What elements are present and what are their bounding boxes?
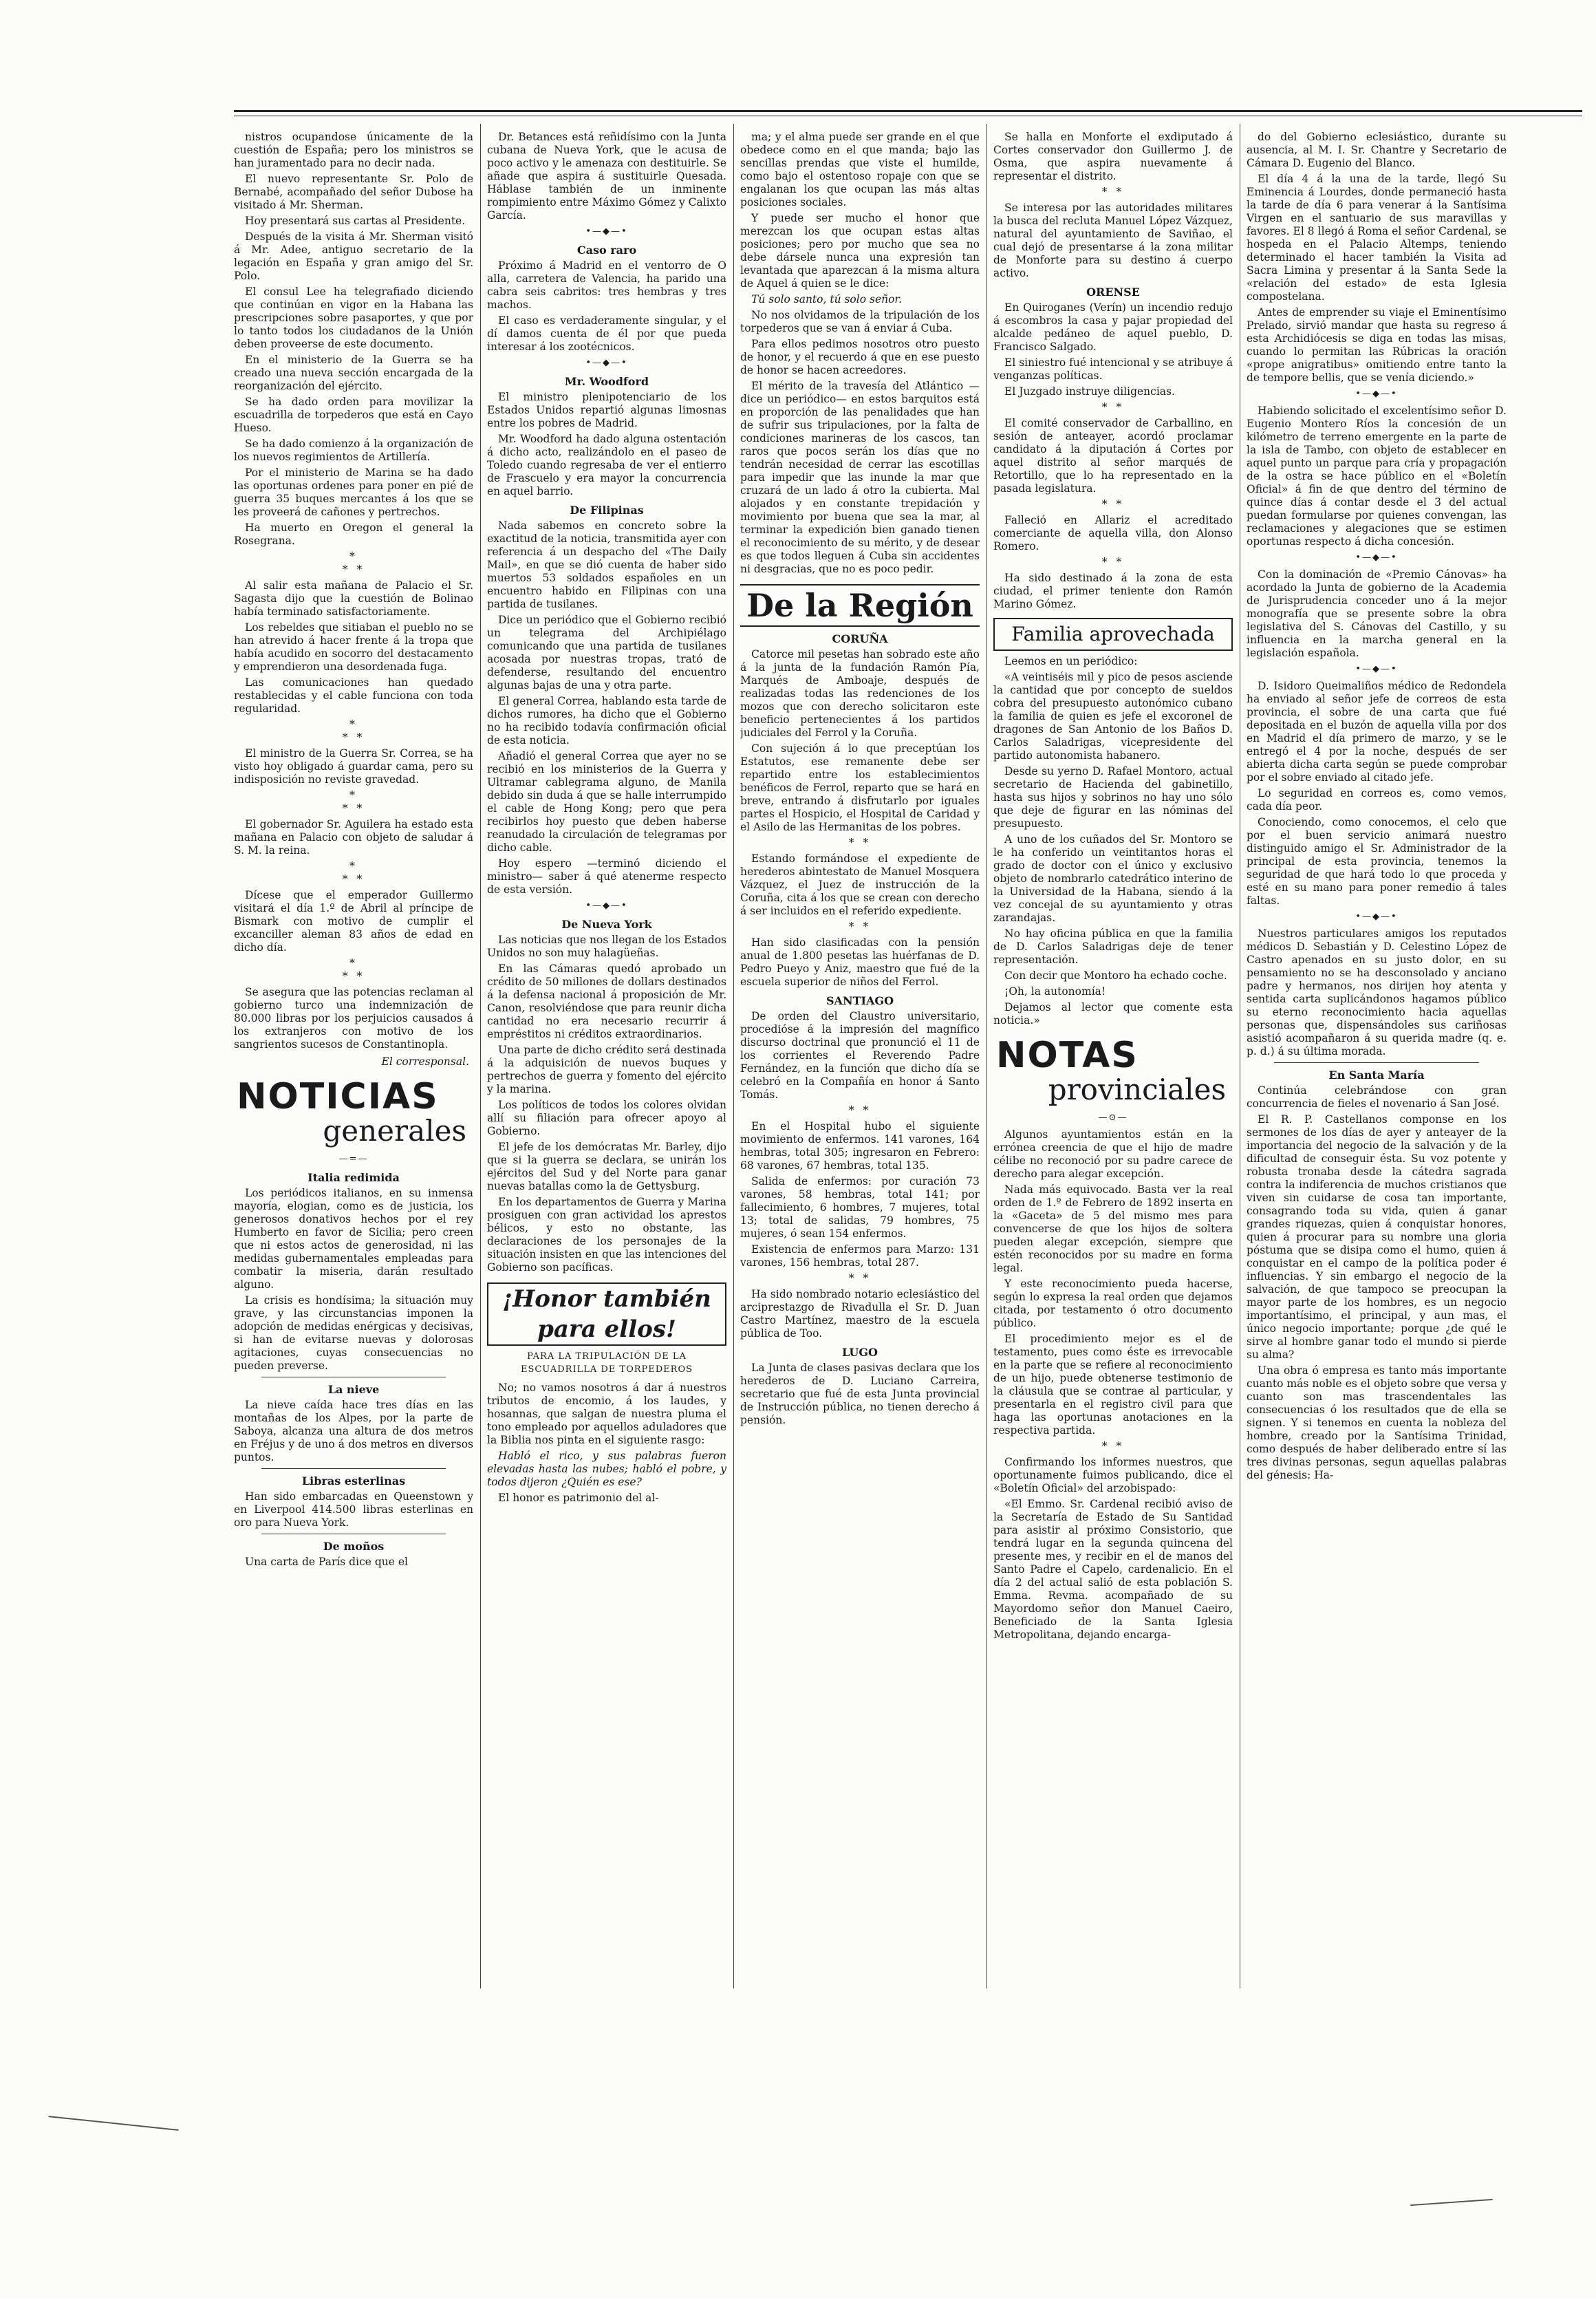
paragraph: «El Emmo. Sr. Cardenal recibió aviso de la Secretaría de Estado de Su Santidad para asistir al próximo Consistorio, que tendrá lugar en la segunda quincena del presente mes, y recibir en el de manos del Santo Padre el Capelo, cardenalicio. En el día 2 del actual salió de esta población S. Emma. Revma. acompañado de su Mayordomo señor don Manuel Caeiro, Beneficiado de la Santa Iglesia Metropolitana, dejando encarga- xyxy=(993,1498,1233,1641)
article-heading: De Nueva York xyxy=(561,918,652,931)
paragraph: Dícese que el emperador Guillermo visitará el día 1.º de Abril al príncipe de Bismark con motivo de cumplir el excanciller aleman 83 años de edad en dicho día. xyxy=(234,889,473,954)
paragraph: Para ellos pedimos nosotros otro puesto de honor, y el recuerdo á que en ese puesto de honor se hacen acreedores. xyxy=(740,338,980,376)
paragraph: ¡Oh, la autonomía! xyxy=(1004,985,1106,998)
separator-asterisks: * * xyxy=(1101,556,1125,568)
paragraph: Lo seguridad en correos es, como vemos, cada día peor. xyxy=(1247,787,1507,813)
paragraph: Dr. Betances está reñidísimo con la Junta cubana de Nueva York, que le acusa de poco activo y le amenaza con destituirle. Se añade que aspira á sustituirle Quesada. Háblase también de un inminente rompimiento entre Máximo Gómez y Calixto García. xyxy=(487,131,726,222)
article-heading: De moños xyxy=(323,1540,385,1553)
paragraph: Los rebeldes que sitiaban el pueblo no se han atrevido á hacer frente á la tropa que había acudido en socorro del destacamento y emprendieron una desordenada fuga. xyxy=(234,621,473,673)
paragraph: Los políticos de todos los colores olvidan allí su filiación para ofrecer apoyo al Gobierno. xyxy=(487,1099,726,1137)
paragraph: Se asegura que las potencias reclaman al gobierno turco una indemnización de 80.000 libras por los perjuicios causados á los extranjeros con motivo de los sangrientos sucesos de Constantinopla. xyxy=(234,986,473,1051)
paragraph: El mérito de la travesía del Atlántico —dice un periódico— en estos barquitos está en proporción de las penalidades que han de sufrir sus tripulaciones, por la falta de condiciones marineras de los cascos, tan raros que pocos serán los días que no tendrán necesidad de cerrar las escotillas para impedir que las inunde la mar que cruzará de un lado á otro la cubierta. Mal alojados y en constante trepidación y movimiento por buena que sea la mar, al terminar la expedición bien ganado tienen el reconocimiento de su mérito, y de desear es que todos lleguen á Cuba sin accidentes ni desgracias, que no es poco pedir. xyxy=(740,380,980,575)
ornament: •—◆—• xyxy=(1355,664,1398,674)
paragraph: El gobernador Sr. Aguilera ha estado esta mañana en Palacio con objeto de saludar á S. M. la reina. xyxy=(234,818,473,857)
italic-paragraph: Tú solo santo, tú solo señor. xyxy=(751,293,903,305)
paragraph: Se halla en Monforte el exdiputado á Cortes conservador don Guillermo J. de Osma, que aspira nuevamente á representar el distrito. xyxy=(993,131,1233,182)
paragraph: Salida de enfermos: por curación 73 varones, 58 hembras, total 141; por fallecimiento, 6 hombres, 7 mujeres, total 13; total de salidas, 79 hombres, 75 mujeres, ó sean 154 enfermos. xyxy=(740,1175,980,1240)
article-heading: En Santa María xyxy=(1328,1069,1425,1082)
top-rule xyxy=(234,110,1582,112)
separator-asterisks: * * * xyxy=(342,957,365,982)
paragraph: Se interesa por las autoridades militares la busca del recluta Manuel López Vázquez, natural del ayuntamiento de Saviñao, el cual dejó de presentarse á la zona militar de Monforte para su destino á cuerpo activo. xyxy=(993,202,1233,279)
article-heading: SANTIAGO xyxy=(826,994,894,1007)
separator-asterisks: * * xyxy=(848,921,872,933)
section-subtitle: generales xyxy=(323,1114,466,1148)
separator-asterisks: * * * xyxy=(342,550,365,576)
separator-asterisks: * * xyxy=(1101,498,1125,511)
separator-asterisks: * * xyxy=(848,1272,872,1285)
paragraph: do del Gobierno eclesiástico, durante su ausencia, al M. I. Sr. Chantre y Secretario de Cámara D. Eugenio del Blanco. xyxy=(1247,131,1507,169)
ornament: •—◆—• xyxy=(1355,912,1398,922)
paragraph: Con decir que Montoro ha echado coche. xyxy=(1004,969,1227,982)
paragraph: El comité conservador de Carballino, en sesión de anteayer, acordó proclamar candidato á la diputación á Cortes por aquel distrito al señor marqués de Retortillo, que lo ha representado en la pasada legislatura. xyxy=(993,417,1233,495)
separator-asterisks: * * xyxy=(1101,1440,1125,1452)
article-heading: Libras esterlinas xyxy=(301,1474,406,1488)
paragraph: No nos olvidamos de la tripulación de los torpederos que se van á enviar á Cuba. xyxy=(740,309,980,334)
section-title: Familia aprovechada xyxy=(993,618,1233,651)
paragraph: Confirmando los informes nuestros, que oportunamente fuimos publicando, dice el «Boletín Oficial» del arzobispado: xyxy=(993,1456,1233,1494)
paragraph: Dejamos al lector que comente esta noticia.» xyxy=(993,1001,1233,1027)
paragraph: Algunos ayuntamientos están en la errónea creencia de que el hijo de madre célibe no reconoció por su padre carece de derecho para alegar excepción. xyxy=(993,1128,1233,1180)
paragraph: Una parte de dicho crédito será destinada á la adquisición de nuevos buques y pertrechos de guerra y fomento del ejército y la marina. xyxy=(487,1044,726,1095)
paragraph: Nuestros particulares amigos los reputados médicos D. Sebastián y D. Celestino López de Castro apenados en su justo dolor, en su pensamiento no se ha desconsolado y anciano padre y hermanos, nos dirijen hoy atenta y sentida carta suplicándonos hagamos público su eterno reconocimiento hacia aquellas personas que, dispensándoles sus cariñosas asistió acompañaron á su querida madre (q. e. p. d.) á su última morada. xyxy=(1247,927,1507,1057)
paragraph: Las noticias que nos llegan de los Estados Unidos no son muy halagüeñas. xyxy=(487,934,726,959)
separator-asterisks: * * * xyxy=(342,789,365,815)
paragraph: No; no vamos nosotros á dar á nuestros tributos de encomio, á los laudes, y hosannas, que salgan de nuestra pluma el tono empleado por aquellos aduladores que la Biblia nos pinta en el siguiente rasgo: xyxy=(487,1382,726,1446)
paragraph: Añadió el general Correa que ayer no se recibió en los ministerios de la Guerra y Ultramar cablegrama alguno, de Manila debido sin duda á que se halle interrumpido el cable de Hong Kong; pero que pera recibirlos hoy puesto que deben haberse reanudado la circulación de telegramas por dicho cable. xyxy=(487,750,726,854)
paragraph: Mr. Woodford ha dado alguna ostentación á dicho acto, realizándolo en el paseo de Toledo cuando regresaba de ver el entierro de Frascuelo y era mayor la concurrencia en aquel barrio. xyxy=(487,433,726,497)
paragraph: La crisis es hondísima; la situación muy grave, y las circunstancias imponen la adopción de medidas enérgicas y decisivas, si han de evitarse nuevas y dolorosas agitaciones, cuyas consecuencias no pueden preverse. xyxy=(234,1294,473,1372)
paragraph: Hoy presentará sus cartas al Presidente. xyxy=(245,215,466,227)
ornament: •—◆—• xyxy=(1355,552,1398,563)
paragraph: Antes de emprender su viaje el Eminentísimo Prelado, sirvió mandar que hasta su regreso á esta Archidiócesis se diga en todas las misas, cuando lo permitan las Rúbricas la oración «prope anigratibus» omitiendo entre tanto la de tempore bellis, que se venía diciendo.» xyxy=(1247,306,1507,384)
article-heading: Italia redimida xyxy=(308,1171,400,1184)
paragraph: El general Correa, hablando esta tarde de dichos rumores, ha dicho que el Gobierno no ha recibido todavía confirmación oficial de esta noticia. xyxy=(487,695,726,747)
article-heading: LUGO xyxy=(842,1346,878,1359)
paragraph: Próximo á Madrid en el ventorro de O alla, carretera de Valencia, ha parido una cabra seis cabritos: tres hembras y tres machos. xyxy=(487,259,726,311)
paragraph: Ha sido destinado á la zona de esta ciudad, el primer teniente don Ramón Marino Gómez. xyxy=(993,572,1233,610)
paragraph: nistros ocupandose únicamente de la cuestión de España; pero los ministros se han juramentado para no decir nada. xyxy=(234,131,473,169)
article-heading: La nieve xyxy=(327,1383,380,1396)
paragraph: Continúa celebrándose con gran concurrencia de fieles el novenario á San José. xyxy=(1247,1084,1507,1110)
paragraph: «A veintiséis mil y pico de pesos asciende la cantidad que por concepto de sueldos cobra del presupuesto autonómico cubano la familia de quien es jefe el excoronel de dragones de San Antonio de los Baños D. Carlos Saladrigas, vicepresidente del partido autonomista habanero. xyxy=(993,671,1233,762)
section-subtitle: provinciales xyxy=(1048,1073,1226,1106)
paragraph: Al salir esta mañana de Palacio el Sr. Sagasta dijo que la cuestión de Bolinao había terminado satisfactoriamente. xyxy=(234,579,473,618)
paragraph: Desde su yerno D. Rafael Montoro, actual secretario de Hacienda del gabinetillo, hasta sus hijos y sobrinos no hay uno sólo que deje de figurar en las nóminas del presupuesto. xyxy=(993,765,1233,830)
column-3 xyxy=(740,131,980,1988)
paragraph: Y puede ser mucho el honor que merezcan los que ocupan estas altas posiciones; pero por mucho que sea no debe dársele nunca una expresión tan levantada que aparezcan á la misma altura de Aquel á quien se le dice: xyxy=(740,212,980,290)
paragraph: En Quiroganes (Verín) un incendio redujo á escombros la casa y pajar propiedad del alcalde pedáneo de aquel pueblo, D. Francisco Salgado. xyxy=(993,301,1233,353)
ornament: •—◆—• xyxy=(1355,389,1398,399)
paragraph: Se ha dado comienzo á la organización de los nuevos regimientos de Artillería. xyxy=(234,438,473,463)
paragraph: Se ha dado orden para movilizar la escuadrilla de torpederos que está en Cayo Hueso. xyxy=(234,396,473,434)
paragraph: Los periódicos italianos, en su inmensa mayoría, elogian, como es de justicia, los generosos donativos hechos por el rey Humberto en favor de Sicilia; pero creen que ni estos actos de generosidad, ni las medidas gubernamentales empleadas para combatir la miseria, darán resultado alguno. xyxy=(234,1187,473,1291)
section-title: De la Región xyxy=(740,584,980,627)
column-1 xyxy=(234,131,473,1988)
column-divider xyxy=(733,124,734,1988)
paragraph: El ministro de la Guerra Sr. Correa, se ha visto hoy obligado á guardar cama, pero su indisposición no reviste gravedad. xyxy=(234,747,473,786)
separator-asterisks: * * * xyxy=(342,718,365,744)
separator-asterisks: * * xyxy=(848,1104,872,1117)
paragraph: El nuevo representante Sr. Polo de Bernabé, acompañado del señor Dubose ha visitado á Mr. Sherman. xyxy=(234,173,473,211)
article-heading: Caso raro xyxy=(576,244,637,257)
paragraph: Habiendo solicitado el excelentísimo señor D. Eugenio Montero Ríos la concesión de un kilómetro de terreno emergente en la parte de la isla de Tambo, con objeto de establecer en aquel punto un parque para cría y propagación de la ostra se hace público en el «Boletín Oficial» á fin de que dentro del término de quince días á contar desde el 3 del actual puedan formularse por quienes convengan, las reclamaciones y alegaciones que se estimen oportunas respecto á dicha concesión. xyxy=(1247,405,1507,548)
article-heading: De Filipinas xyxy=(570,504,644,517)
paragraph: Falleció en Allariz el acreditado comerciante de aquella villa, don Alonso Romero. xyxy=(993,514,1233,552)
separator-asterisks: * * xyxy=(848,837,872,849)
paragraph: Dice un periódico que el Gobierno recibió un telegrama del Archipiélago comunicando que una partida de tusilanes acosada por nuestras tropas, trató de defenderse, resultando del encuentro algunas bajas de una y otra parte. xyxy=(487,614,726,691)
paragraph: Leemos en un periódico: xyxy=(1004,655,1138,667)
column-4 xyxy=(993,131,1233,1988)
paragraph: A uno de los cuñados del Sr. Montoro se le ha conferido un veintitantos horas el grado de doctor con el único y exclusivo objeto de nombrarlo catedrático interino de la Universidad de la Habana, siendo á la vez concejal de su ayuntamiento y otras zarandajas. xyxy=(993,833,1233,924)
paragraph: Existencia de enfermos para Marzo: 131 varones, 156 hembras, total 287. xyxy=(740,1243,980,1269)
paragraph: El ministro plenipotenciario de los Estados Unidos repartió algunas limosnas entre los pobres de Madrid. xyxy=(487,391,726,429)
paragraph: Ha sido nombrado notario eclesiástico del arciprestazgo de Rivadulla el Sr. D. Juan Castro Martínez, maestro de la escuela pública de Too. xyxy=(740,1288,980,1340)
paragraph: En las Cámaras quedó aprobado un crédito de 50 millones de dollars destinados á la defensa nacional á proposición de Mr. Canon, resolviéndose que para reunir dicha cantidad no era necesario recurrir á empréstitos ni créditos extraordinarios. xyxy=(487,963,726,1040)
article-heading: Mr. Woodford xyxy=(564,375,649,388)
paragraph: El Juzgado instruye diligencias. xyxy=(1004,385,1175,398)
section-title: ¡Honor también para ellos! xyxy=(487,1282,726,1346)
paragraph: Nada más equivocado. Basta ver la real orden de 1.º de Febrero de 1892 inserta en la «Gaceta» de 5 del mismo mes para convencerse de que los hijos de soltera pueden alegar excepción, siempre que estén reconocidos por su madre en forma legal. xyxy=(993,1183,1233,1274)
paragraph: Nada sabemos en concreto sobre la exactitud de la noticia, transmitida ayer con referencia á un despacho del «The Daily Mail», en que se dió cuenta de haber sido muertos 53 soldados españoles en un encuentro habido en Filipinas con una partida de tusilanes. xyxy=(487,519,726,610)
paragraph: Una obra ó empresa es tanto más importante cuanto más noble es el objeto sobre que versa y cuanto son mas trascendentales las consecuencias ó los resultados que de ella se signen. Y si tenemos en cuenta la nobleza del hombre, creado por la Santísima Trinidad, como después de haber deliberado entre sí las tres divinas personas, segun aquellas palabras del génesis: Ha- xyxy=(1247,1364,1507,1481)
article-heading: CORUÑA xyxy=(832,632,888,645)
margin-mark xyxy=(48,2116,178,2131)
paragraph: ma; y el alma puede ser grande en el que obedece como en el que manda; bajo las sencillas prendas que viste el humilde, como bajo el ostentoso ropaje con que se engalanan los que ocupan las más altas posiciones sociales. xyxy=(740,131,980,208)
paragraph: La Junta de clases pasivas declara que los herederos de D. Luciano Carreira, secretario que fué de esta Junta provincial de Instrucción pública, no tienen derecho á pensión. xyxy=(740,1362,980,1426)
paragraph: En el ministerio de la Guerra se ha creado una nueva sección encargada de la reorganización del ejército. xyxy=(234,354,473,392)
section-title: NOTAS xyxy=(996,1035,1139,1076)
paragraph: El procedimiento mejor es el de testamento, pues como éste es irrevocable en la parte que se refiere al reconocimiento de un hijo, puede obtenerse testimonio de la cláusula que se contrae al particular, y presentarla en el registro civil para que haga las oportunas anotaciones en la respectiva partida. xyxy=(993,1333,1233,1437)
paragraph: Catorce mil pesetas han sobrado este año á la junta de la fundación Ramón Pía, Marqués de Amboaje, después de realizadas todas las redenciones de los mozos que con derecho solicitaron este beneficio pertenecientes á los partidos judiciales del Ferrol y la Coruña. xyxy=(740,648,980,739)
paragraph: En los departamentos de Guerra y Marina prosiguen con gran actividad los aprestos bélicos, y esto no obstante, las declaraciones de los personajes de la situación insisten en que las intenciones del Gobierno son pacíficas. xyxy=(487,1196,726,1274)
paragraph: Las comunicaciones han quedado restablecidas y el cable funciona con toda regularidad. xyxy=(234,676,473,715)
section-subtitle: PARA LA TRIPULACIÓN DE LA ESCUADRILLA DE TORPEDEROS xyxy=(520,1351,693,1375)
italic-paragraph: Habló el rico, y sus palabras fueron elevadas hasta las nubes; habló el pobre, y todos dijeron ¿Quién es ese? xyxy=(487,1450,726,1488)
paragraph: El consul Lee ha telegrafiado diciendo que continúan en vigor en la Habana las prescripciones sobre pasaportes, y que por lo tanto todos los ciudadanos de la Unión deben proveerse de este documento. xyxy=(234,286,473,350)
paragraph: Han sido embarcadas en Queenstown y en Liverpool 414.500 libras esterlinas en oro para Nueva York. xyxy=(234,1490,473,1529)
paragraph: Por el ministerio de Marina se ha dado las oportunas ordenes para poner en pié de guerra 35 buques mercantes á los que se les proveerá de cañones y pertrechos. xyxy=(234,466,473,518)
paragraph: La nieve caída hace tres días en las montañas de los Alpes, por la parte de Saboya, alcanza una altura de dos metros en Fréjus y de uno á dos metros en diversos puntos. xyxy=(234,1399,473,1463)
paragraph: D. Isidoro Queimaliños médico de Redondela ha enviado al señor jefe de correos de esta provincia, el sobre de una carta que fué depositada en el buzón de aquella villa por dos en Madrid el día primero de marzo, y se le entregó el 4 por la noche, después de ser abierta dicha carta según se puede comprobar por el sobre enviado al citado jefe. xyxy=(1247,680,1507,784)
ornament: —=— xyxy=(338,1154,369,1164)
ornament: —⊙— xyxy=(1098,1113,1128,1123)
paragraph: En el Hospital hubo el siguiente movimiento de enfermos. 141 varones, 164 hembras, total 305; ingresaron en Febrero: 68 varones, 67 hembras, total 135. xyxy=(740,1120,980,1172)
separator-asterisks: * * * xyxy=(342,860,365,885)
paragraph: Hoy espero —terminó diciendo el ministro— saber á qué atenerme respecto de esta versión. xyxy=(487,857,726,896)
paragraph: El honor es patrimonio del al- xyxy=(498,1492,659,1504)
signature: El corresponsal. xyxy=(381,1055,469,1068)
paragraph: Ha muerto en Oregon el general la Rosegrana. xyxy=(234,522,473,547)
paragraph: Con la dominación de «Premio Cánovas» ha acordado la Junta de gobierno de la Academia de Jurisprudencia conceder uno á la mejor monografía que se presente sobre la obra legislativa del S. Cánovas del Castillo, y su influencia en la marcha general en la legislación española. xyxy=(1247,568,1507,659)
paragraph: El caso es verdaderamente singular, y el dí damos cuenta de él por que pueda interesar á los zootécnicos. xyxy=(487,314,726,353)
section-title: NOTICIAS xyxy=(237,1076,439,1117)
column-divider xyxy=(480,124,481,1988)
newspaper-page xyxy=(234,96,1582,1988)
paragraph: El siniestro fué intencional y se atribuye á venganzas políticas. xyxy=(993,356,1233,382)
paragraph: Una carta de París dice que el xyxy=(245,1556,408,1568)
ornament: •—◆—• xyxy=(585,226,628,237)
paragraph: Después de la visita á Mr. Sherman visitó á Mr. Adee, antiguo secretario de la legación en España y gran amigo del Sr. Polo. xyxy=(234,230,473,282)
article-heading: ORENSE xyxy=(1086,286,1140,299)
paragraph: Estando formándose el expediente de herederos abintestato de Manuel Mosquera Vázquez, el Juez de instrucción de la Coruña, cita á los que se crean con derecho á ser incluidos en el referido expediente. xyxy=(740,852,980,917)
short-rule xyxy=(261,1468,446,1469)
margin-mark xyxy=(1410,2199,1493,2206)
separator-asterisks: * * xyxy=(1101,186,1125,198)
paragraph: El R. P. Castellanos componse en los sermones de los días de ayer y anteayer de la importancia del negocio de la salvación y de la dificultad de conseguir ésta. Su voz potente y robusta tronaba desde la cátedra sagrada contra la indiferencia de muchos cristianos que viven sin cuidarse de cosa tan importante, consagrando toda su vida, quien á ganar grandes riquezas, quien á conquistar honores, quien á procurar para su nombre una gloria póstuma que se disipa como el humo, quien á conquistar en el campo de la política poder é influencias. Y sin embargo el negocio de la salvación, de que tampoco se preocupan la mayor parte de los hombres, es un negocio importantísimo, el principal, y aun mas, el único negocio importante; porque ¿de qué le sirve al hombre ganar todo el mundo si pierde su alma? xyxy=(1247,1113,1507,1361)
paragraph: Han sido clasificadas con la pensión anual de 1.800 pesetas las huérfanas de D. Pedro Pueyo y Aniz, maestro que fué de la escuela superior de niños del Ferrol. xyxy=(740,936,980,988)
paragraph: De orden del Claustro universitario, procedióse á la impresión del magnífico discurso doctrinal que pronunció el 11 de los corrientes el Reverendo Padre Fernández, en la función que dicho día se celebró en la Compañía en honor á Santo Tomás. xyxy=(740,1010,980,1101)
column-divider xyxy=(986,124,987,1988)
paragraph: Conociendo, como conocemos, el celo que por el buen servicio animará nuestro distinguido amigo el Sr. Administrador de la principal de esta provincia, tenemos la seguridad de que hará todo lo que proceda y esté en su mano para poner remedio á tales faltas. xyxy=(1247,816,1507,907)
paragraph: Y este reconocimiento pueda hacerse, según lo expresa la real orden que dejamos citada, por testamento ó otro documento público. xyxy=(993,1278,1233,1329)
column-5 xyxy=(1247,131,1507,1988)
column-2 xyxy=(487,131,726,1988)
ornament: •—◆—• xyxy=(585,358,628,368)
paragraph: No hay oficina pública en que la familia de D. Carlos Saladrigas deje de tener representación. xyxy=(993,927,1233,966)
paragraph: El día 4 á la una de la tarde, llegó Su Eminencia á Lourdes, donde permaneció hasta la tarde de día 6 para venerar á la Santísima Virgen en el santuario de sus maravillas y favores. El 8 llegó á Roma el señor Cardenal, se hospeda en el Palacio Altemps, teniendo determinado el hacer también la Visita ad Sacra Limina y presentar á la Santa Sede la «relación del estado» de esta Iglesia compostelana. xyxy=(1247,173,1507,303)
separator-asterisks: * * xyxy=(1101,401,1125,414)
paragraph: Con sujeción á lo que preceptúan los Estatutos, ese remanente debe ser repartido entre los establecimientos benéficos de Ferrol, reparto que se hará en breve, entrando á disfrutarlo por iguales partes el Hospicio, el Hospital de Caridad y el Asilo de las Hermanitas de los pobres. xyxy=(740,742,980,833)
ornament: •—◆—• xyxy=(585,901,628,911)
short-rule xyxy=(1274,1062,1479,1063)
paragraph: El jefe de los demócratas Mr. Barley, dijo que si la guerra se declara, se unirán los ejércitos del Sud y del Norte para ganar nuevas batallas como la de Gettysburg. xyxy=(487,1141,726,1192)
